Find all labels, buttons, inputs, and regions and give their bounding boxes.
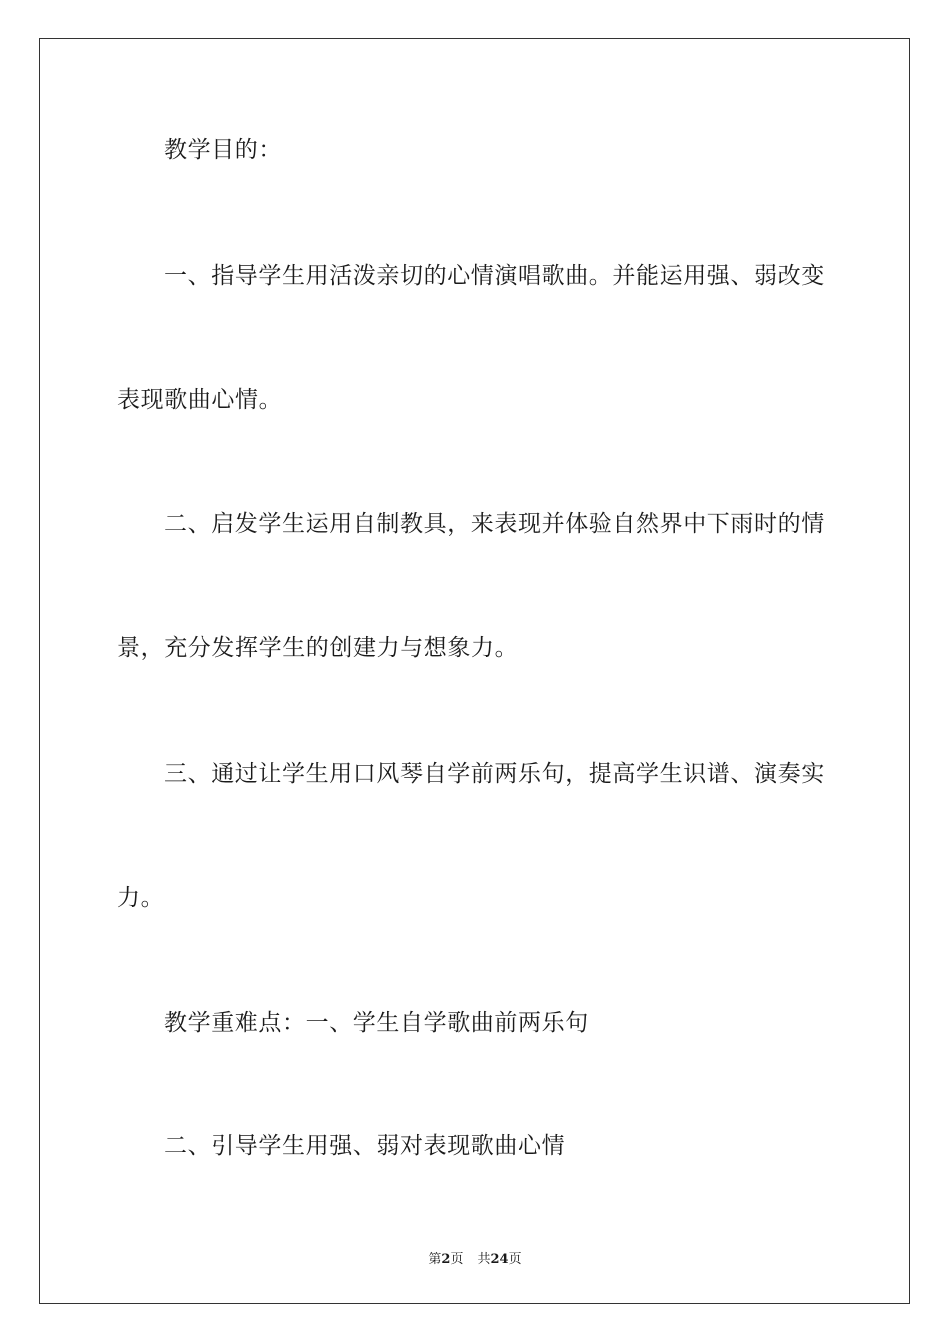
paragraph-line: 一、指导学生用活泼亲切的心情演唱歌曲。并能运用强、弱改变 bbox=[164, 263, 825, 289]
total-pages: 24 bbox=[490, 1252, 509, 1267]
total-prefix: 共 bbox=[477, 1252, 491, 1267]
page-prefix: 第 bbox=[428, 1252, 442, 1267]
paragraph-line: 景，充分发挥学生的创建力与想象力。 bbox=[117, 635, 519, 661]
paragraph-line: 三、通过让学生用口风琴自学前两乐句，提高学生识谱、演奏实 bbox=[164, 761, 825, 787]
page-number: 2 bbox=[441, 1252, 451, 1267]
page-border bbox=[39, 38, 910, 1304]
paragraph-line: 力。 bbox=[117, 885, 165, 911]
page-suffix: 页 bbox=[450, 1252, 464, 1267]
section-heading-objectives: 教学目的： bbox=[164, 137, 282, 163]
paragraph-line: 二、启发学生运用自制教具，来表现并体验自然界中下雨时的情 bbox=[164, 511, 825, 537]
section-heading-key-points: 教学重难点：一、学生自学歌曲前两乐句 bbox=[164, 1010, 589, 1036]
paragraph-line: 二、引导学生用强、弱对表现歌曲心情 bbox=[164, 1133, 566, 1159]
paragraph-line: 表现歌曲心情。 bbox=[117, 387, 283, 413]
page-footer bbox=[0, 1248, 950, 1267]
total-suffix: 页 bbox=[508, 1252, 522, 1267]
